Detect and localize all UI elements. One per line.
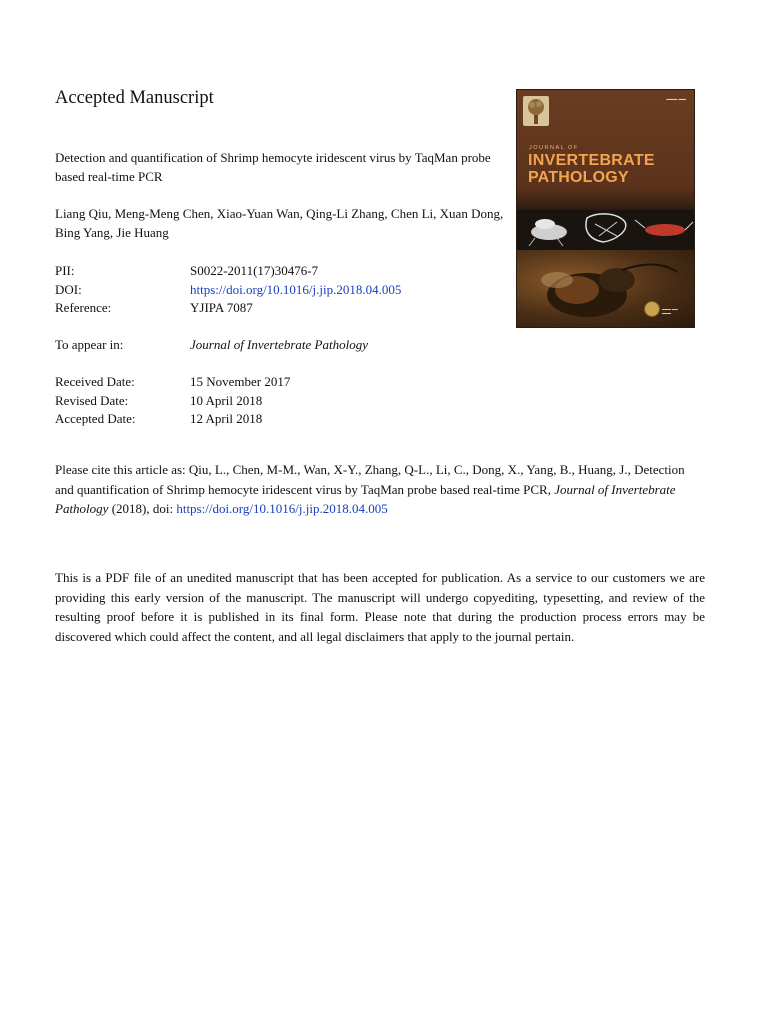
citation-doi-link[interactable]: https://doi.org/10.1016/j.jip.2018.04.005 (176, 501, 388, 516)
cover-title-line2: PATHOLOGY (528, 169, 629, 186)
received-row (55, 373, 290, 392)
cover-issn-text-icon: ▬▬▬ ▬▬ (666, 97, 686, 101)
cover-title-line1: INVERTEBRATE (528, 152, 655, 169)
insect-illustrations-icon (517, 210, 694, 250)
reference-value: YJIPA 7087 (190, 300, 253, 316)
cover-insect-band (517, 210, 694, 250)
citation-journal: Journal of Invertebrate Pathology (55, 481, 676, 516)
appear-row (55, 336, 368, 355)
accepted-row (55, 410, 290, 429)
received-label: Received Date: (55, 374, 135, 389)
citation-paragraph (55, 460, 705, 519)
doi-label: DOI: (55, 281, 82, 297)
pii-row (55, 262, 401, 281)
citation-lead: Please cite this article as: Qiu, L., Chen, M-M., Wan, X-Y., Zhang, Q-L., Li, C., Dong, X., Yang, B., Huang, J., Detection and quantification of Shrimp hemocyte iridescent virus by TaqMan probe based real-time PCR, (55, 462, 685, 497)
seal-caption-icon: ▬▬▬ ▬▬ ▬▬▬ (662, 307, 678, 315)
cover-photo-strip (517, 188, 694, 210)
cover-bee-photo (517, 250, 694, 327)
article-title: Detection and quantification of Shrimp hemocyte iridescent virus by TaqMan probe based real-time PCR (55, 150, 491, 184)
pii-label: PII: (55, 263, 75, 278)
publisher-logo-icon (523, 96, 549, 126)
bee-photo-icon (517, 250, 694, 327)
received-date: 15 November 2017 (190, 374, 291, 389)
article-authors: Liang Qiu, Meng-Meng Chen, Xiao-Yuan Wan, Qing-Li Zhang, Chen Li, Xuan Dong, Bing Yang, Jie Huang (55, 206, 504, 240)
page-heading: Accepted Manuscript (55, 88, 214, 108)
identifiers-block (55, 262, 401, 318)
accepted-date: 12 April 2018 (190, 411, 263, 427)
dates-block (55, 373, 290, 429)
accepted-label: Accepted Date: (55, 411, 136, 427)
revised-row (55, 392, 290, 411)
revised-label: Revised Date: (55, 392, 129, 408)
reference-label: Reference: (55, 300, 112, 316)
revised-date: 10 April 2018 (190, 392, 263, 408)
disclaimer-paragraph: This is a PDF file of an unedited manuscript that has been accepted for publication. As a service to our customers we are providing this early version of the manuscript. The manuscript will undergo copyediting, typesetting, and review of the resulting proof before it is published in its final form. Please note that during the production process errors may be discovered which could affect the content, and all legal disclaimers that apply to the journal pertain. (55, 570, 705, 644)
appear-journal: Journal of Invertebrate Pathology (190, 337, 368, 352)
journal-cover-image (516, 89, 695, 328)
citation-tail: (2018), doi: (108, 501, 177, 516)
pii-value: S0022-2011(17)30476-7 (190, 263, 319, 278)
appear-label: To appear in: (55, 337, 124, 352)
cover-kicker: JOURNAL OF (529, 145, 579, 151)
doi-link[interactable]: https://doi.org/10.1016/j.jip.2018.04.005 (190, 281, 402, 297)
society-seal-icon (644, 301, 660, 317)
reference-row (55, 299, 401, 318)
appear-block (55, 336, 368, 355)
doi-row (55, 281, 401, 300)
cover-header (517, 90, 694, 188)
